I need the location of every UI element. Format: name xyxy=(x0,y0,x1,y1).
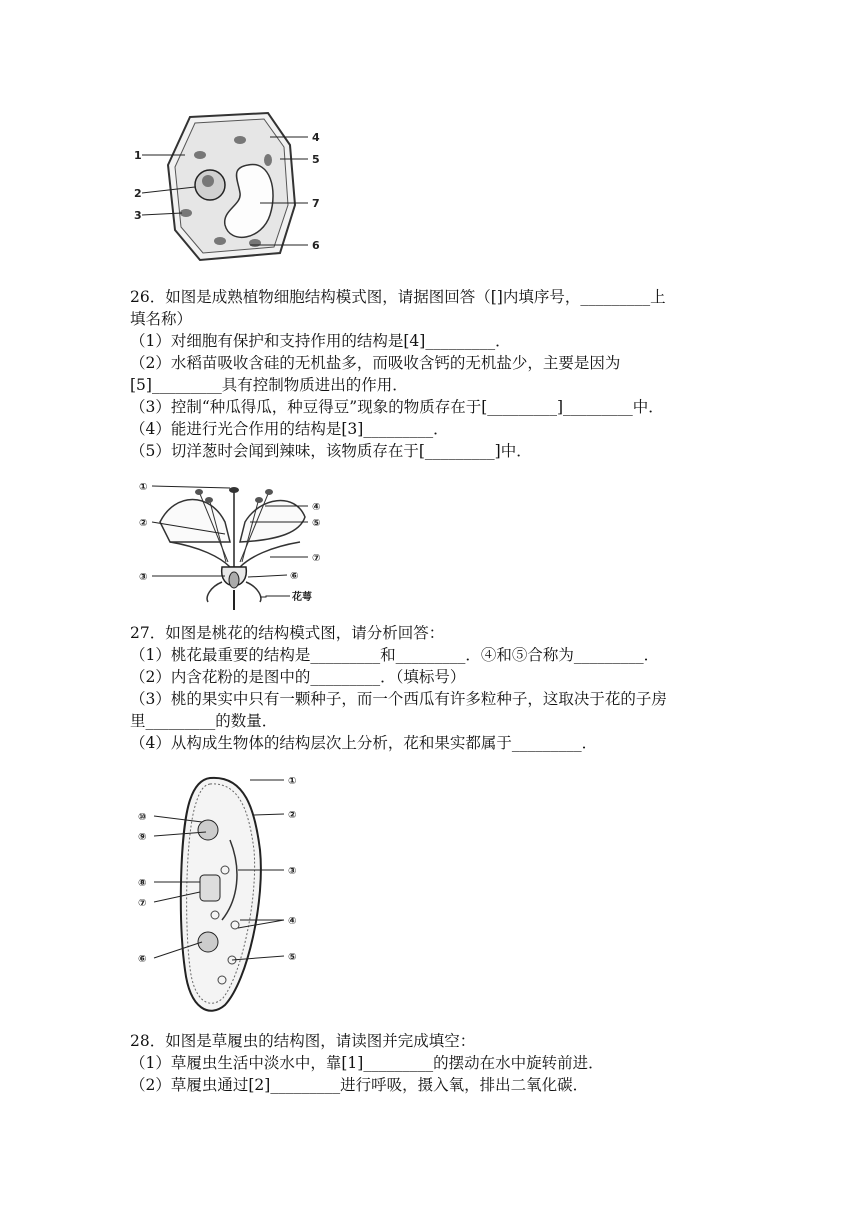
para-label-1: ① xyxy=(288,776,297,787)
flower-label-2: ② xyxy=(139,518,148,529)
flower-label-1: ① xyxy=(139,482,148,493)
cell-label-1: 1 xyxy=(134,149,142,162)
flower-label-3: ③ xyxy=(139,572,148,583)
q26-line-4: （4）能进行光合作用的结构是[3]_________． xyxy=(130,420,449,438)
question-28 xyxy=(130,1030,740,1096)
cell-label-2: 2 xyxy=(134,187,142,200)
sepal-label: 花萼 xyxy=(292,592,312,603)
para-label-6: ⑥ xyxy=(138,954,147,965)
para-label-2: ② xyxy=(288,810,297,821)
flower-label-4: ④ xyxy=(312,502,321,513)
para-label-7: ⑦ xyxy=(138,898,147,909)
q28-line-2: （2）草履虫通过[2]_________进行呼吸，摄入氧，排出二氧化碳． xyxy=(130,1076,589,1094)
plant-cell-figure xyxy=(130,105,330,280)
q26-line-2a: （2）水稻苗吸收含硅的无机盐多，而吸收含钙的无机盐少，主要是因为 xyxy=(130,354,621,372)
q26-title-b: 填名称） xyxy=(130,310,193,328)
q26-line-3: （3）控制“种瓜得瓜，种豆得豆”现象的物质存在于[_________]_________中． xyxy=(130,398,664,416)
cell-label-7: 7 xyxy=(312,197,320,210)
flower-label-7: ⑦ xyxy=(312,553,321,564)
q27-line-1: （1）桃花最重要的结构是_________和_________．④和⑤合称为_________． xyxy=(130,646,660,664)
paramecium-figure xyxy=(130,770,330,1020)
q28-line-1: （1）草履虫生活中淡水中，靠[1]_________的摆动在水中旋转前进． xyxy=(130,1054,604,1072)
q27-line-2: （2）内含花粉的是图中的_________．（填标号） xyxy=(130,668,466,686)
cell-label-3: 3 xyxy=(134,209,142,222)
q27-line-4: （4）从构成生物体的结构层次上分析，花和果实都属于_________． xyxy=(130,734,598,752)
q28-title: 28．如图是草履虫的结构图，请读图并完成填空： xyxy=(130,1032,476,1050)
q26-line-2b: [5]_________具有控制物质进出的作用． xyxy=(130,376,408,394)
para-label-8: ⑧ xyxy=(138,878,147,889)
cell-label-6: 6 xyxy=(312,239,320,252)
cell-label-4: 4 xyxy=(312,131,320,144)
q26-title-a: 26．如图是成熟植物细胞结构模式图，请据图回答（[]内填序号，_________上 xyxy=(130,288,666,306)
question-27 xyxy=(130,622,740,754)
flower-label-6: ⑥ xyxy=(290,571,299,582)
q27-line-3a: （3）桃的果实中只有一颗种子，而一个西瓜有许多粒种子，这取决于花的子房 xyxy=(130,690,667,708)
para-label-10: ⑩ xyxy=(138,812,147,823)
flower-label-5: ⑤ xyxy=(312,518,321,529)
q26-line-1: （1）对细胞有保护和支持作用的结构是[4]_________． xyxy=(130,332,511,350)
question-26 xyxy=(130,286,740,462)
q27-title: 27．如图是桃花的结构模式图，请分析回答： xyxy=(130,624,445,642)
cell-label-5: 5 xyxy=(312,153,320,166)
q26-line-5: （5）切洋葱时会闻到辣味，该物质存在于[_________]中． xyxy=(130,442,532,460)
para-label-4: ④ xyxy=(288,916,297,927)
q27-line-3b: 里_________的数量． xyxy=(130,712,278,730)
peach-flower-figure xyxy=(130,472,340,612)
para-label-9: ⑨ xyxy=(138,832,147,843)
para-label-5: ⑤ xyxy=(288,952,297,963)
para-label-3: ③ xyxy=(288,866,297,877)
